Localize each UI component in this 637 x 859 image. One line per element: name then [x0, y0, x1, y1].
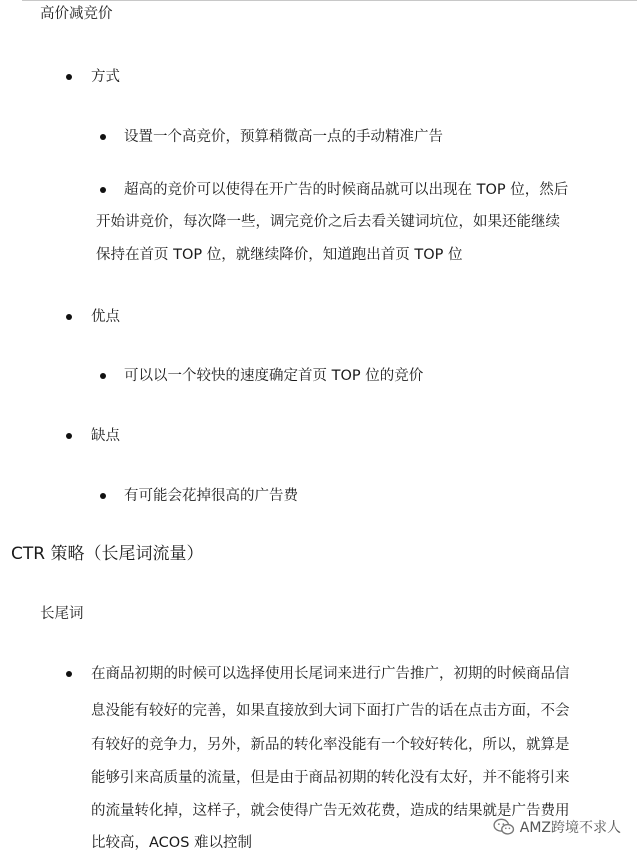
list-item-method-1: 设置一个高竞价，预算稍微高一点的手动精准广告: [124, 129, 443, 145]
bullet-icon: [66, 671, 72, 677]
long-tail-line-1: 在商品初期的时候可以选择使用长尾词来进行广告推广，初期的时候商品信: [91, 666, 570, 682]
bullet-icon: [100, 187, 106, 193]
long-tail-line-3: 有较好的竞争力，另外，新品的转化率没能有一个较好转化，所以，就算是: [91, 737, 570, 753]
long-tail-line-4: 能够引来高质量的流量，但是由于商品初期的转化没有太好，并不能将引来: [91, 770, 570, 786]
bullet-icon: [100, 493, 106, 499]
list-item-pros: 优点: [91, 309, 120, 325]
list-item-pros-1: 可以以一个较快的速度确定首页 TOP 位的竞价: [124, 368, 424, 384]
subheading-long-tail: 长尾词: [40, 606, 84, 622]
list-item-method-2-line-1: 超高的竞价可以使得在开广告的时候商品就可以出现在 TOP 位，然后: [124, 182, 569, 198]
list-item-method-2-line-2: 开始讲竞价，每次降一些，调完竞价之后去看关键词坑位，如果还能继续: [96, 214, 560, 230]
long-tail-line-2: 息没能有较好的完善，如果直接放到大词下面打广告的话在点击方面，不会: [91, 703, 570, 719]
bullet-icon: [66, 74, 72, 80]
bullet-icon: [100, 134, 106, 140]
long-tail-line-5: 的流量转化掉，这样子，就会使得广告无效花费，造成的结果就是广告费用: [91, 803, 570, 819]
bullet-icon: [100, 373, 106, 379]
bullet-icon: [66, 433, 72, 439]
watermark: [493, 817, 621, 837]
top-divider: [22, 0, 637, 1]
watermark-text: AMZ跨境不求人: [519, 820, 621, 836]
bullet-icon: [66, 314, 72, 320]
list-item-cons: 缺点: [91, 428, 120, 444]
section-heading-ctr: CTR 策略（长尾词流量）: [11, 544, 204, 564]
list-item-method: 方式: [91, 69, 120, 85]
list-item-method-2-line-3: 保持在首页 TOP 位，就继续降价，知道跑出首页 TOP 位: [96, 247, 463, 263]
wechat-icon: [493, 818, 515, 836]
list-item-cons-1: 有可能会花掉很高的广告费: [124, 488, 298, 504]
long-tail-line-6: 比较高，ACOS 难以控制: [91, 835, 253, 851]
heading-high-bid: 高价减竞价: [40, 6, 113, 22]
